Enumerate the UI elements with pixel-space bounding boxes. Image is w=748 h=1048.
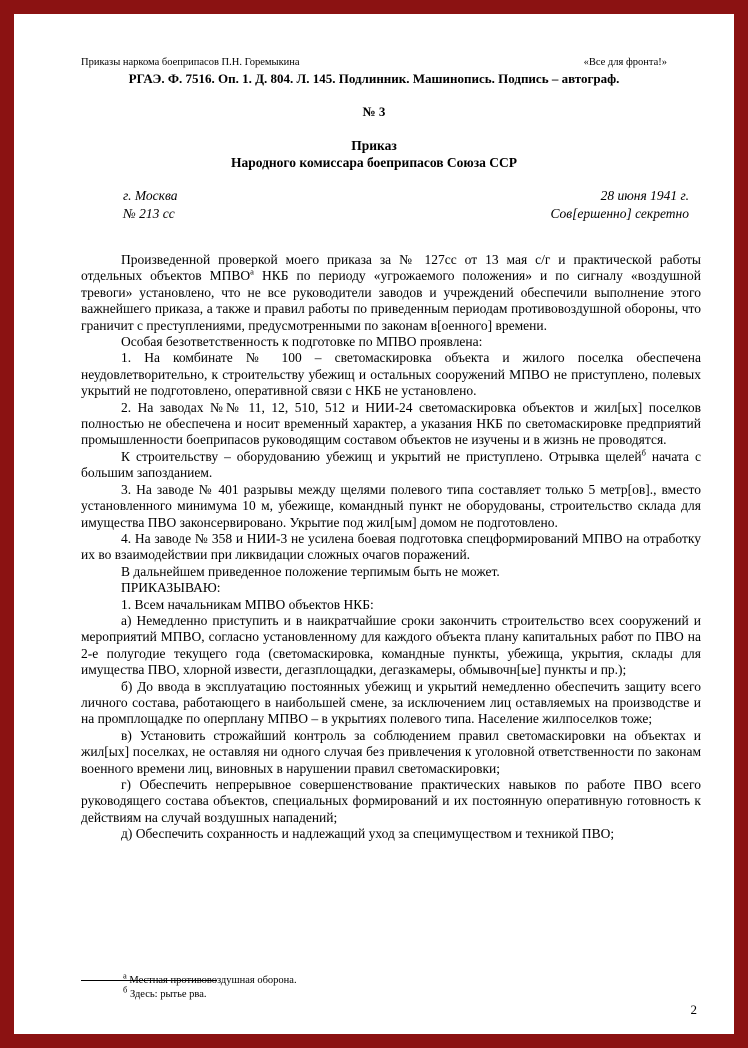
paragraph: в) Установить строжайший контроль за соблюдением правил светомаскировки на объектах и жил[ых] поселках, не оставляя ни одного случая без привлечения к уголовной ответственности по законам военного времени лиц, виновных в нарушении правил светомаскировки; (81, 727, 701, 776)
paragraph: ПРИКАЗЫВАЮ: (121, 580, 221, 596)
date: 28 июня 1941 г. (600, 188, 689, 203)
paragraph: 3. На заводе № 401 разрывы между щелями полевого типа составляет только 5 метр[ов]., вместо установленного минимума 10 м, убежище, командный пункт не оборудованы, строительство склада для имущества ПВО законсервировано. Укрытие под жил[ым] домом не подготовлено. (81, 481, 701, 530)
paragraph: б) До ввода в эксплуатацию постоянных убежищ и укрытий немедленно обеспечить защиту всего личного состава, работающего в наибольшей смене, за исключением лиц оставляемых на производстве и на промплощадке по оперплану МПВО – в укрытиях полевого типа. Население жилпоселков тоже; (81, 678, 701, 727)
order-number: № 213 сс (123, 206, 175, 221)
document-subtitle: Народного комиссара боеприпасов Союза ССР (230, 155, 518, 170)
paragraph: 2. На заводах №№ 11, 12, 510, 512 и НИИ-24 светомаскировка объектов и жил[ых] поселков полностью не обеспечена и носит временный характер, а указания НКБ по светомаскировке предприятий промышленности боеприпасов руководящим составом объектов не изучены и в жизнь не проводятся. (81, 399, 701, 448)
running-header-right: «Все для фронта!» (583, 57, 667, 68)
paragraph: К строительству – оборудованию убежищ и укрытий не приступлено. Отрывка щелей$^б$ начата с большим запозданием. (81, 447, 701, 481)
paragraph: г) Обеспечить непрерывное совершенствование практических навыков по работе ПВО всего руководящего состава объектов, специальных формирований и их постоянную оперативную готовность к действиям на случай воздушных нападений; (81, 777, 701, 825)
paragraph: В дальнейшем приведенное положение терпимым быть не может. (121, 563, 500, 579)
running-header-left: Приказы наркома боеприпасов П.Н. Горемыкина (81, 57, 300, 68)
paragraph: 4. На заводе № 358 и НИИ-3 не усилена боевая подготовка спецформирований МПВО на отработку их во взаимодействии при ликвидации сложных очагов поражений. (81, 530, 701, 563)
footnote-ref: а (250, 266, 254, 277)
paragraph: а) Немедленно приступить и в наикратчайшие сроки закончить строительство всех сооружений и мероприятий МПВО, согласно установленному для каждого объекта плану капитальных работ по ПВО на 2-е полугодие текущего года (светомаскировка, командные пункты, убежища, укрытия, склады для имущества ПВО, хлорной извести, дегазплощадки, дегазкамеры, обмывочн[ые] пункты и пр.); (81, 612, 701, 678)
document-page (14, 14, 734, 1034)
document-title: Приказ (351, 138, 397, 153)
footnote: $^б$ Здесь: рытье рва. (123, 984, 207, 1000)
classification: Сов[ершенно] секретно (550, 206, 689, 221)
paragraph: 1. На комбинате № 100 – светомаскировка объекта и жилого поселка обеспечена неудовлетворительно, к строительству убежищ и остальных сооружений МПВО не приступлено, полевых укрытий не подготовлено, оперативной связи с НКБ не установлено. (81, 350, 701, 399)
footnote-ref: б (641, 447, 646, 458)
paragraph: Произведенной проверкой моего приказа за № 127сс от 13 мая с/г и практической работы отдельных объектов $МПВО^а$ НКБ по периоду «угрожаемого положения» и по сигналу «воздушной тревоги» установлено, что не все руководители заводов и учреждений обеспечили выполнение этого важнейшего приказа, а также и правил работы по приведенным периодам противовоздушной обороны, что граничит с преступлениями, предусмотренными по законам в[оенного] времени. (81, 252, 701, 333)
place: г. Москва (123, 188, 178, 203)
document-body (81, 252, 701, 843)
paragraph: 1. Всем начальникам МПВО объектов НКБ: (121, 596, 374, 612)
archive-reference: РГАЭ. Ф. 7516. Оп. 1. Д. 804. Л. 145. Подлинник. Машинопись. Подпись – автограф. (128, 71, 620, 86)
page-number: 2 (690, 1002, 697, 1017)
paragraph: д) Обеспечить сохранность и надлежащий уход за специмуществом и техникой ПВО; (121, 826, 615, 842)
paragraph: Особая безответственность к подготовке по МПВО проявлена: (121, 334, 483, 350)
footnote: $^а$ Местная противовоздушная оборона. (123, 970, 297, 986)
document-number: № 3 (362, 104, 386, 119)
